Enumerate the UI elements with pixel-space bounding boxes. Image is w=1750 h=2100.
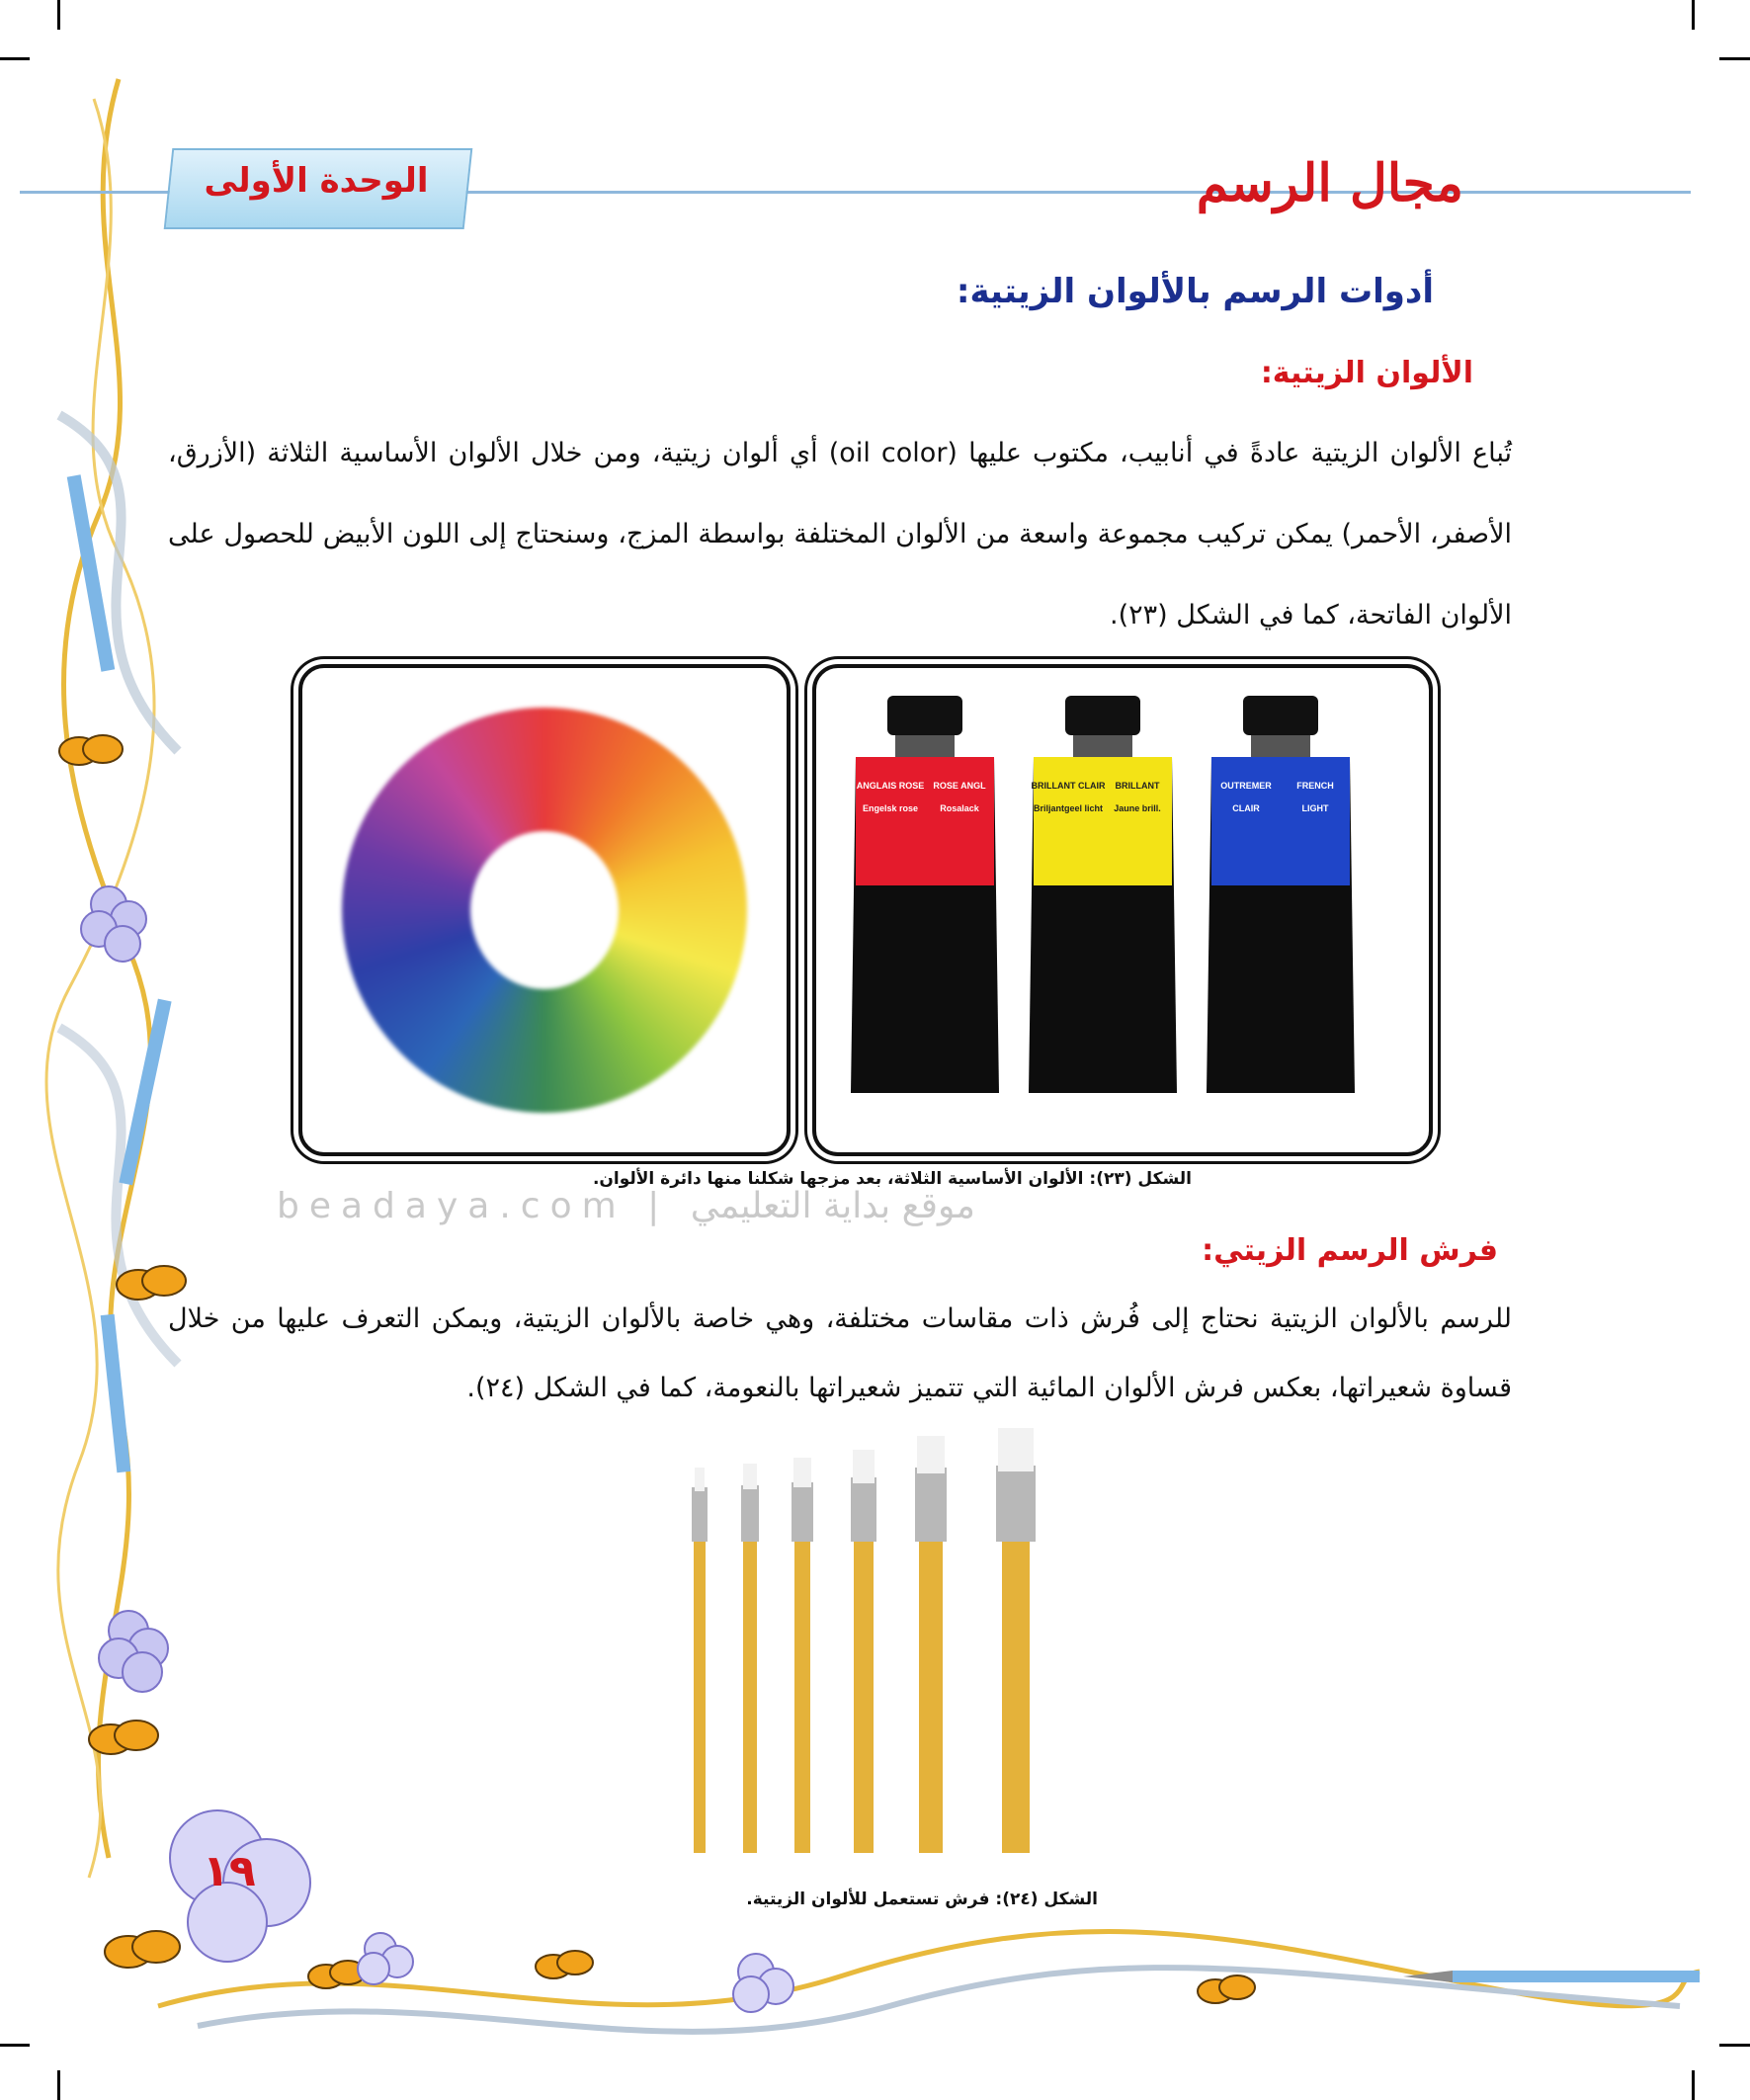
paint-tube	[1207, 696, 1355, 1093]
unit-label: الوحدة الأولى	[204, 161, 429, 201]
tube-label: LIGHT	[1301, 803, 1329, 813]
page-number: ١٩	[203, 1846, 256, 1896]
tube-label: Jaune brill.	[1114, 803, 1161, 813]
pencil-icon	[67, 474, 116, 671]
oil-colors-paragraph: تُباع الألوان الزيتية عادةً في أنابيب، مكتوب عليها (oil color) أي ألوان زيتية، ومن خلال الألوان الأساسية الثلاثة (الأزرق، الأصفر، الأحمر) يمكن تركيب مجموعة واسعة من الألوان المختلفة بواسطة المزج، وسنحتاج إلى اللون الأبيض للحصول على الألوان الفاتحة، كما في الشكل (٢٣).	[168, 438, 1513, 630]
brush-icon	[851, 1450, 876, 1853]
tube-label: FRENCH	[1296, 781, 1334, 791]
brushes-figure	[672, 1428, 1087, 1863]
tube-label: ANGLAIS ROSE	[856, 781, 925, 791]
butterfly-icon	[1198, 1975, 1255, 2003]
tube-label: Rosalack	[940, 803, 979, 813]
tube-label: ROSE ANGL	[933, 781, 986, 791]
paint-tube	[1029, 696, 1177, 1093]
butterfly-icon	[89, 1721, 158, 1754]
brushes-paragraph: للرسم بالألوان الزيتية نحتاج إلى فُرش ذات مقاسات مختلفة، وهي خاصة بالألوان الزيتية، ويمكن التعرف عليها من خلال قساوة شعيراتها، بعكس فرش الألوان المائية التي تتميز شعيراتها بالنعومة، كما في الشكل (٢٤).	[168, 1303, 1512, 1403]
tube-label: CLAIR	[1232, 803, 1260, 813]
main-heading: أدوات الرسم بالألوان الزيتية:	[956, 272, 1434, 311]
figure-24-caption: الشكل (٢٤): فرش تستعمل للألوان الزيتية.	[746, 1890, 1098, 1909]
tube-label: BRILLANT CLAIR	[1031, 781, 1106, 791]
paint-tubes-frame	[812, 664, 1433, 1156]
brushes-heading: فرش الرسم الزيتي:	[1202, 1233, 1498, 1268]
paint-tube	[851, 696, 999, 1093]
brush-icon	[741, 1464, 759, 1853]
pencil-icon	[1403, 1971, 1700, 1982]
flower-icon	[81, 886, 146, 962]
flower-icon	[358, 1933, 413, 1984]
tube-label: BRILLANT	[1115, 781, 1160, 791]
tube-label: Briljantgeel licht	[1033, 803, 1104, 813]
brush-icon	[996, 1428, 1036, 1853]
flower-icon	[99, 1611, 168, 1692]
pencil-icon	[101, 1314, 131, 1473]
tube-label: OUTREMER	[1220, 781, 1272, 791]
butterfly-icon	[59, 735, 123, 765]
watermark: beadaya.com | موقع بداية التعليمي	[277, 1186, 975, 1226]
butterfly-icon	[536, 1951, 593, 1978]
figure-23-caption: الشكل (٢٣): الألوان الأساسية الثلاثة، بعد مزجها شكلنا منها دائرة الألوان.	[592, 1169, 1192, 1189]
pencil-icon	[119, 999, 171, 1186]
section-title: مجال الرسم	[1196, 153, 1463, 213]
butterfly-icon	[105, 1931, 180, 1968]
tube-label: Engelsk rose	[862, 803, 919, 813]
paint-tubes	[816, 668, 1429, 1152]
color-wheel-image	[342, 708, 747, 1113]
brush-icon	[915, 1436, 947, 1853]
brush-icon	[792, 1458, 813, 1853]
flower-icon	[733, 1954, 793, 2012]
color-wheel-frame	[298, 664, 791, 1156]
brush-icon	[692, 1468, 708, 1853]
oil-colors-heading: الألوان الزيتية:	[1260, 356, 1473, 390]
